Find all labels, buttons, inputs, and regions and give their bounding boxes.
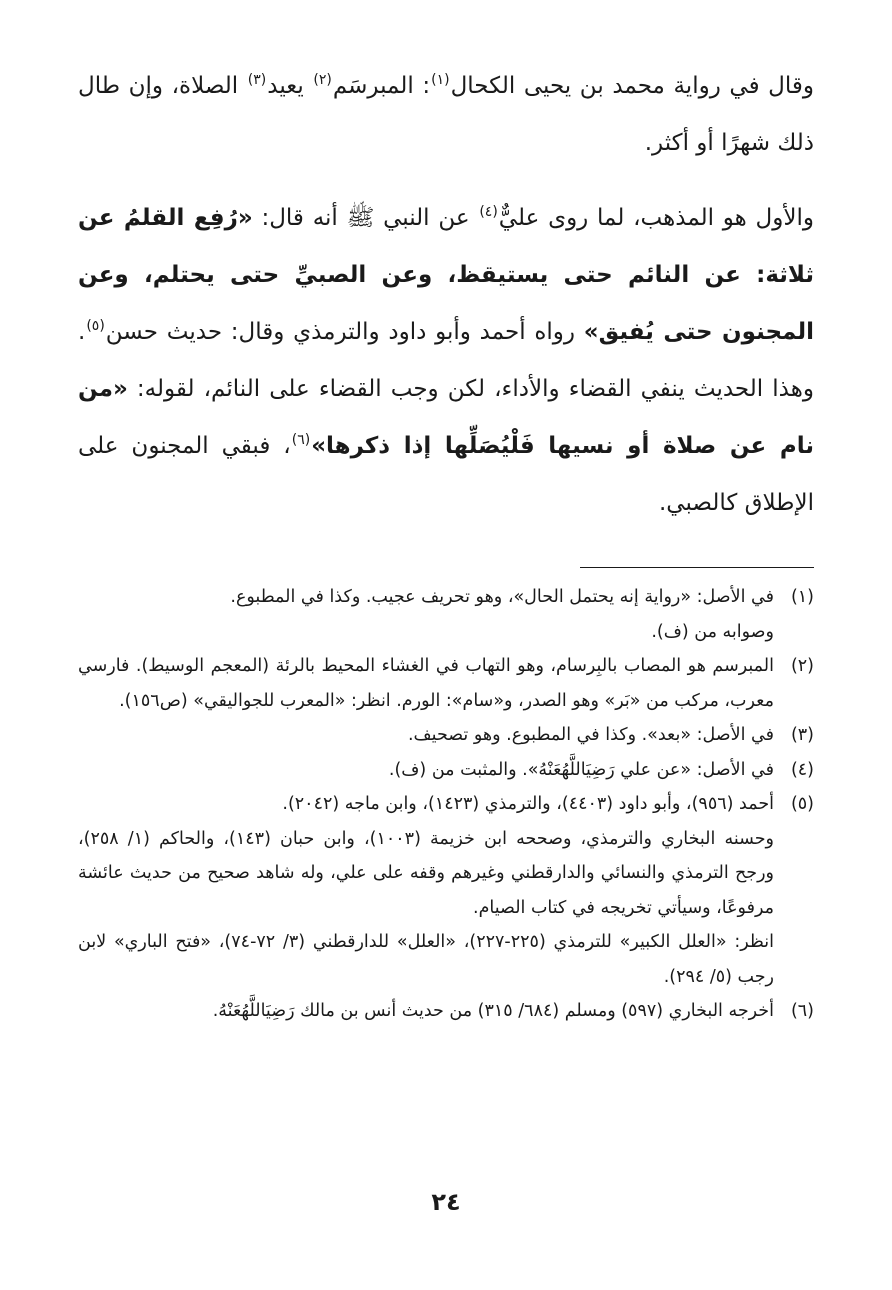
- footnote-line: المبرسم هو المصاب بالبِرسام، وهو التهاب في الغشاء المحيط بالرئة (المعجم الوسيط). فارسي معرب، مركب من «بَر» وهو الصدر، و«سام»: الورم. انظر: «المعرب للجواليقي» (ص١٥٦).: [78, 656, 774, 711]
- footnote-ref-2[interactable]: (٢): [313, 72, 332, 89]
- footnote-text: [78, 649, 774, 718]
- footnote-line: وصوابه من (ف).: [651, 621, 774, 642]
- footnote-ref-4[interactable]: (٤): [479, 204, 498, 221]
- footnote-number: (٤): [790, 759, 814, 780]
- footnote-3: [78, 718, 814, 753]
- footnote-text: [78, 753, 774, 788]
- footnote-1: [78, 580, 814, 649]
- main-text: [78, 58, 814, 550]
- footnote-text: [78, 718, 774, 753]
- footnote-text: [78, 787, 774, 994]
- text-run: عن النبي ﷺ أنه قال:: [252, 205, 479, 231]
- footnote-line: في الأصل: «بعد». وكذا في المطبوع. وهو تصحيف.: [407, 725, 774, 745]
- footnote-number: (٣): [790, 725, 814, 745]
- text-run: ، فبقي المجنون على الإطلاق كالصبي.: [78, 433, 814, 516]
- footnote-text: [78, 580, 774, 649]
- footnote-ref-5[interactable]: (٥): [86, 318, 105, 335]
- footnote-line: في الأصل: «عن علي رَضِيَاللَّهُعَنْهُ». والمثبت من (ف).: [388, 759, 774, 780]
- paragraph-2: [78, 190, 814, 532]
- paragraph-1: [78, 58, 814, 172]
- text-run: وقال في رواية محمد بن يحيى الكحال: [450, 73, 814, 99]
- footnote-ref-1[interactable]: (١): [431, 72, 450, 89]
- footnote-number: (٦): [790, 1001, 814, 1021]
- footnote-5: [78, 787, 814, 994]
- footnote-number: (٢): [790, 656, 814, 676]
- text-run: والأول هو المذهب، لما روى عليٌّ: [498, 205, 814, 231]
- footnote-line: أخرجه البخاري (٥٩٧) ومسلم (٦٨٤/ ٣١٥) من حديث أنس بن مالك رَضِيَاللَّهُعَنْهُ.: [212, 1001, 774, 1021]
- footnote-6: [78, 994, 814, 1029]
- footnote-ref-6[interactable]: (٦): [291, 432, 311, 449]
- text-run: يعيد: [267, 73, 313, 99]
- text-run: رواه أحمد وأبو داود والترمذي وقال: حديث حسن: [105, 319, 584, 345]
- footnote-ref-3[interactable]: (٣): [247, 72, 267, 89]
- text-run: . وهذا الحديث ينفي القضاء والأداء، لكن وجب القضاء على النائم، لقوله:: [78, 319, 814, 402]
- text-run: : المبرسَم: [332, 73, 431, 99]
- footnote-line: انظر: «العلل الكبير» للترمذي (٢٢٥-٢٢٧)، «العلل» للدارقطني (٣/ ٧٢-٧٤)، «فتح الباري» لابن رجب (٥/ ٢٩٤).: [78, 932, 774, 987]
- footnote-line: أحمد (٩٥٦)، وأبو داود (٤٤٠٣)، والترمذي (١٤٢٣)، وابن ماجه (٢٠٤٢).: [282, 794, 774, 814]
- footnote-separator: [580, 567, 814, 568]
- footnotes: [78, 580, 814, 1029]
- hadith-quote: «رُفِع القلمُ عن ثلاثة: عن النائم حتى يستيقظ، وعن الصبيِّ حتى يحتلم، وعن المجنون حتى يُفيق»: [78, 205, 814, 345]
- footnote-2: [78, 649, 814, 718]
- footnote-number: (٥): [790, 794, 814, 814]
- hadith-quote: «من نام عن صلاة أو نسيها فَلْيُصَلِّها إذا ذكرها»: [78, 376, 815, 459]
- text-run: الصلاة، وإن طال ذلك شهرًا أو أكثر.: [78, 73, 814, 156]
- footnote-text: [78, 994, 774, 1029]
- page-number: ٢٤: [431, 1188, 461, 1216]
- footnote-number: (١): [790, 587, 814, 607]
- footnote-line: وحسنه البخاري والترمذي، وصححه ابن خزيمة (١٠٠٣)، وابن حبان (١٤٣)، والحاكم (١/ ٢٥٨)، ورجح الترمذي والنسائي والدارقطني وغيرهم وقفه على علي، وله شاهد صحيح من حديث عائشة مرفوعًا، وسيأتي تخريجه في كتاب الصيام.: [78, 828, 774, 918]
- footnote-4: [78, 753, 814, 788]
- footnote-line: في الأصل: «رواية إنه يحتمل الحال»، وهو تحريف عجيب. وكذا في المطبوع.: [230, 587, 774, 607]
